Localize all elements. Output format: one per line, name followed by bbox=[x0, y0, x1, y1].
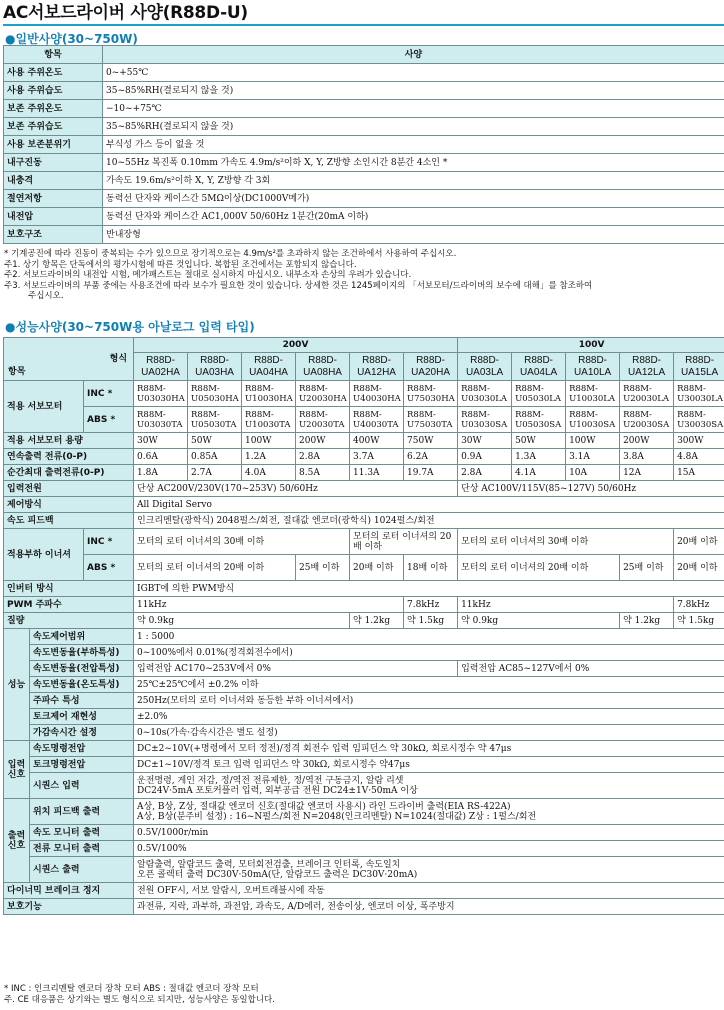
row-value: 가속도 19.6m/s²이하 X, Y, Z방향 각 3회 bbox=[103, 172, 724, 190]
row-label: 사용 주위습도 bbox=[4, 82, 103, 100]
row-label: 보존 주위습도 bbox=[4, 118, 103, 136]
capacity-value: 100W bbox=[242, 433, 296, 449]
row-value: 10~55Hz 복진폭 0.10mm 가속도 4.9m/s²이하 X, Y, Z방향 소인시간 8분간 4소인 * bbox=[103, 154, 724, 172]
row-value: 동력선 단자와 케이스간 5MΩ이상(DC1000V메가) bbox=[103, 190, 724, 208]
row-label: 사용 보존분위기 bbox=[4, 136, 103, 154]
abs-label: ABS * bbox=[84, 555, 134, 581]
pwm-label: PWM 주파수 bbox=[4, 597, 134, 613]
pos-fb-value bbox=[134, 799, 724, 825]
inertia-inc-value: 모터의 로터 이너셔의 30배 이하 bbox=[458, 529, 674, 555]
abs-model: R88M-U30030SA bbox=[674, 407, 724, 433]
abs-model: R88M-U05030SA bbox=[512, 407, 566, 433]
table-row bbox=[4, 64, 724, 82]
mass-value: 약 1.2kg bbox=[620, 613, 674, 629]
inc-model: R88M-U05030HA bbox=[188, 381, 242, 407]
inverter-label: 인버터 방식 bbox=[4, 581, 134, 597]
abs-model: R88M-U20030TA bbox=[296, 407, 350, 433]
accel-value: 0~10s(가속·감속시간은 별도 설정) bbox=[134, 725, 724, 741]
table-row bbox=[4, 208, 724, 226]
torque-rep-value: ±2.0% bbox=[134, 709, 724, 725]
inertia-abs-value: 25배 이하 bbox=[620, 555, 674, 581]
mass-value: 약 1.5kg bbox=[404, 613, 458, 629]
row-value: 0~+55℃ bbox=[103, 64, 724, 82]
speed-cmd-label: 속도명령전압 bbox=[30, 741, 134, 757]
peak-current-label: 순간최대 출력전류(0-P) bbox=[4, 465, 134, 481]
seq-in-line: 운전명령, 게인 저감, 정/역전 전류제한, 정/역전 구동금지, 알람 리셋 bbox=[137, 775, 404, 786]
driver-model: R88D-UA02HA bbox=[134, 353, 188, 381]
note-line: 주1. 상기 항목은 단독에서의 평가시험에 따른 것입니다. 복합된 조건에서는 포함되지 않습니다. bbox=[4, 259, 357, 270]
inertia-inc-value: 모터의 로터 이너셔의 30배 이하 bbox=[134, 529, 350, 555]
output-group-label: 출력 신호 bbox=[4, 799, 30, 883]
abs-model: R88M-U20030SA bbox=[620, 407, 674, 433]
inc-model: R88M-U05030LA bbox=[512, 381, 566, 407]
inverter-value: IGBT에 의한 PWM방식 bbox=[134, 581, 724, 597]
mass-label: 질량 bbox=[4, 613, 134, 629]
inc-label: INC * bbox=[84, 381, 134, 407]
cont-current-value: 1.2A bbox=[242, 449, 296, 465]
volt-var-200v: 입력전압 AC170~253V에서 0% bbox=[134, 661, 458, 677]
inertia-abs-value: 20배 이하 bbox=[350, 555, 404, 581]
capacity-value: 750W bbox=[404, 433, 458, 449]
load-var-label: 속도변동율(부하특성) bbox=[30, 645, 134, 661]
row-value: 반내장형 bbox=[103, 226, 724, 244]
inc-model: R88M-U30030LA bbox=[674, 381, 724, 407]
capacity-value: 400W bbox=[350, 433, 404, 449]
row-value: −10~+75℃ bbox=[103, 100, 724, 118]
table-row bbox=[4, 190, 724, 208]
performance-notes bbox=[4, 984, 275, 1005]
seq-out-label: 시퀀스 출력 bbox=[30, 857, 134, 883]
abs-model: R88M-U03030TA bbox=[134, 407, 188, 433]
seq-in-value bbox=[134, 773, 724, 799]
inc-model: R88M-U10030LA bbox=[566, 381, 620, 407]
freq-value: 250Hz(모터의 로터 이너셔와 동등한 부하 이너셔에서) bbox=[134, 693, 724, 709]
mass-value: 약 1.2kg bbox=[350, 613, 404, 629]
row-label: 내충격 bbox=[4, 172, 103, 190]
torque-rep-label: 토크제어 재현성 bbox=[30, 709, 134, 725]
row-label: 내전압 bbox=[4, 208, 103, 226]
general-spec-table bbox=[3, 45, 724, 244]
capacity-value: 30W bbox=[134, 433, 188, 449]
pwm-value: 7.8kHz bbox=[404, 597, 458, 613]
peak-current-value: 8.5A bbox=[296, 465, 350, 481]
cont-current-value: 0.9A bbox=[458, 449, 512, 465]
freq-label: 주파수 특성 bbox=[30, 693, 134, 709]
temp-var-value: 25℃±25℃에서 ±0.2% 이하 bbox=[134, 677, 724, 693]
protect-label: 보호기능 bbox=[4, 899, 134, 915]
capacity-value: 30W bbox=[458, 433, 512, 449]
peak-current-value: 2.8A bbox=[458, 465, 512, 481]
row-label: 보호구조 bbox=[4, 226, 103, 244]
peak-current-value: 19.7A bbox=[404, 465, 458, 481]
inc-model: R88M-U75030HA bbox=[404, 381, 458, 407]
capacity-value: 100W bbox=[566, 433, 620, 449]
perf-group-label: 성능 bbox=[4, 629, 30, 741]
dyn-brake-label: 다이너믹 브레이크 정지 bbox=[4, 883, 134, 899]
cont-current-value: 0.6A bbox=[134, 449, 188, 465]
inertia-abs-value: 모터의 로터 이너셔의 20배 이하 bbox=[458, 555, 620, 581]
control-value: All Digital Servo bbox=[134, 497, 724, 513]
cont-current-value: 1.3A bbox=[512, 449, 566, 465]
speed-mon-value: 0.5V/1000r/min bbox=[134, 825, 724, 841]
inertia-abs-value: 20배 이하 bbox=[674, 555, 724, 581]
pos-fb-label: 위치 피드백 출력 bbox=[30, 799, 134, 825]
volt-var-100v: 입력전압 AC85~127V에서 0% bbox=[458, 661, 724, 677]
inc-model: R88M-U10030HA bbox=[242, 381, 296, 407]
seq-in-label: 시퀀스 입력 bbox=[30, 773, 134, 799]
inc-model: R88M-U03030HA bbox=[134, 381, 188, 407]
mass-value: 약 1.5kg bbox=[674, 613, 724, 629]
capacity-label: 적용 서보모터 용량 bbox=[4, 433, 134, 449]
driver-model: R88D-UA04HA bbox=[242, 353, 296, 381]
cont-current-value: 3.1A bbox=[566, 449, 620, 465]
inertia-abs-value: 18배 이하 bbox=[404, 555, 458, 581]
power-label: 입력전원 bbox=[4, 481, 134, 497]
capacity-value: 200W bbox=[620, 433, 674, 449]
general-header-spec: 사양 bbox=[103, 46, 724, 64]
row-value: 35~85%RH(결로되지 않을 것) bbox=[103, 118, 724, 136]
peak-current-value: 2.7A bbox=[188, 465, 242, 481]
protect-value: 과전류, 지락, 과부하, 과전압, 과속도, A/D에러, 전송이상, 엔코더 이상, 폭주방지 bbox=[134, 899, 724, 915]
mass-value: 약 0.9kg bbox=[134, 613, 350, 629]
table-row bbox=[4, 136, 724, 154]
cont-current-value: 3.8A bbox=[620, 449, 674, 465]
abs-model: R88M-U10030TA bbox=[242, 407, 296, 433]
driver-model: R88D-UA03LA bbox=[458, 353, 512, 381]
pwm-value: 11kHz bbox=[458, 597, 674, 613]
inertia-label: 적용부하 이너셔 bbox=[4, 529, 84, 581]
pos-fb-line: A상, B상(분주비 설정) : 16~N펄스/회전 N=2048(인크리멘탈) N=1024(절대값) Z상 : 1펄스/회전 bbox=[137, 811, 537, 822]
group-100v: 100V bbox=[458, 338, 724, 353]
general-header-item: 항목 bbox=[4, 46, 103, 64]
current-mon-label: 전류 모니터 출력 bbox=[30, 841, 134, 857]
abs-model: R88M-U05030TA bbox=[188, 407, 242, 433]
page-title: AC서보드라이버 사양(R88D-U) bbox=[3, 3, 248, 23]
seq-out-line: 알람출력, 알람코드 출력, 모터회전검출, 브레이크 인터록, 속도일치 bbox=[137, 859, 401, 870]
power-100v: 단상 AC100V/115V(85~127V) 50/60Hz bbox=[458, 481, 724, 497]
current-mon-value: 0.5V/100% bbox=[134, 841, 724, 857]
peak-current-value: 4.0A bbox=[242, 465, 296, 481]
page-title-bar bbox=[3, 2, 724, 26]
peak-current-value: 1.8A bbox=[134, 465, 188, 481]
cont-current-value: 4.8A bbox=[674, 449, 724, 465]
abs-model: R88M-U03030SA bbox=[458, 407, 512, 433]
section-performance-label: ●성능사양(30~750W용 아날로그 입력 타입) bbox=[5, 320, 255, 334]
feedback-label: 속도 피드백 bbox=[4, 513, 134, 529]
type-label: 형식 bbox=[109, 354, 128, 364]
feedback-value: 인크리멘탈(광학식) 2048펄스/회전, 절대값 엔코더(광학식) 1024펄스/회전 bbox=[134, 513, 724, 529]
driver-model: R88D-UA04LA bbox=[512, 353, 566, 381]
section-performance-heading bbox=[5, 318, 255, 335]
item-label-anchor bbox=[30, 337, 31, 338]
driver-model: R88D-UA08HA bbox=[296, 353, 350, 381]
load-var-value: 0~100%에서 0.01%(정격회전수에서) bbox=[134, 645, 724, 661]
motor-label: 적용 서보모터 bbox=[4, 381, 84, 433]
peak-current-value: 4.1A bbox=[512, 465, 566, 481]
table-row bbox=[4, 154, 724, 172]
inertia-inc-value: 20배 이하 bbox=[674, 529, 724, 555]
power-200v: 단상 AC200V/230V(170~253V) 50/60Hz bbox=[134, 481, 458, 497]
cont-current-value: 3.7A bbox=[350, 449, 404, 465]
seq-out-value bbox=[134, 857, 724, 883]
peak-current-value: 15A bbox=[674, 465, 724, 481]
torque-cmd-value: DC±1~10V/정격 토크 입력 임피던스 약 30kΩ, 회로시정수 약47μs bbox=[134, 757, 724, 773]
note-line: * INC : 인크리멘탈 엔코더 장착 모터 ABS : 절대값 엔코더 장착 모터 bbox=[4, 984, 259, 994]
table-row bbox=[4, 82, 724, 100]
input-group-label: 입력 신호 bbox=[4, 741, 30, 799]
abs-model: R88M-U10030SA bbox=[566, 407, 620, 433]
cont-current-value: 2.8A bbox=[296, 449, 350, 465]
driver-model: R88D-UA10LA bbox=[566, 353, 620, 381]
table-row bbox=[4, 172, 724, 190]
inc-model: R88M-U40030HA bbox=[350, 381, 404, 407]
capacity-value: 300W bbox=[674, 433, 724, 449]
peak-current-value: 12A bbox=[620, 465, 674, 481]
cont-current-value: 6.2A bbox=[404, 449, 458, 465]
inertia-abs-value: 모터의 로터 이너셔의 20배 이하 bbox=[134, 555, 296, 581]
row-value: 35~85%RH(결로되지 않을 것) bbox=[103, 82, 724, 100]
pwm-value: 7.8kHz bbox=[674, 597, 724, 613]
row-label: 사용 주위온도 bbox=[4, 64, 103, 82]
speed-cmd-value: DC±2~10V(+명령에서 모터 정전)/정격 회전수 입력 임피던스 약 30kΩ, 회로시정수 약 47μs bbox=[134, 741, 724, 757]
pwm-value: 11kHz bbox=[134, 597, 404, 613]
abs-label: ABS * bbox=[84, 407, 134, 433]
inc-label: INC * bbox=[84, 529, 134, 555]
speed-range-value: 1 : 5000 bbox=[134, 629, 724, 645]
driver-model: R88D-UA15LA bbox=[674, 353, 724, 381]
accel-label: 가감속시간 설정 bbox=[30, 725, 134, 741]
driver-model: R88D-UA12HA bbox=[350, 353, 404, 381]
item-label: 항목 bbox=[8, 367, 26, 377]
row-label: 절연저항 bbox=[4, 190, 103, 208]
cont-current-label: 연속출력 전류(0-P) bbox=[4, 449, 134, 465]
temp-var-label: 속도변동율(온도특성) bbox=[30, 677, 134, 693]
note-line: 주. CE 대응품은 상기와는 별도 형식으로 되지만, 성능사양은 동일합니다. bbox=[4, 994, 275, 1005]
abs-model: R88M-U75030TA bbox=[404, 407, 458, 433]
control-label: 제어방식 bbox=[4, 497, 134, 513]
volt-var-label: 속도변동율(전압특성) bbox=[30, 661, 134, 677]
inertia-inc-value: 모터의 로터 이너셔의 20배 이하 bbox=[350, 529, 458, 555]
mass-value: 약 0.9kg bbox=[458, 613, 620, 629]
seq-out-line: 오픈 콜렉터 출력 DC30V·50mA(단, 알람코드 출력은 DC30V·20mA) bbox=[137, 869, 418, 880]
inc-model: R88M-U03030LA bbox=[458, 381, 512, 407]
row-label: 내구진동 bbox=[4, 154, 103, 172]
driver-model: R88D-UA12LA bbox=[620, 353, 674, 381]
peak-current-value: 10A bbox=[566, 465, 620, 481]
abs-model: R88M-U40030TA bbox=[350, 407, 404, 433]
speed-mon-label: 속도 모니터 출력 bbox=[30, 825, 134, 841]
table-row bbox=[4, 100, 724, 118]
cont-current-value: 0.85A bbox=[188, 449, 242, 465]
table-row bbox=[4, 118, 724, 136]
section-general-label: ●일반사양(30~750W) bbox=[5, 32, 138, 46]
note-line: 주2. 서보드라이버의 내전압 시험, 메가패스트는 절대로 실시하지 마십시오. 내부소자 손상의 우려가 있습니다. bbox=[4, 270, 412, 280]
row-value: 동력선 단자와 케이스간 AC1,000V 50/60Hz 1분간(20mA 이하) bbox=[103, 208, 724, 226]
inc-model: R88M-U20030HA bbox=[296, 381, 350, 407]
capacity-value: 200W bbox=[296, 433, 350, 449]
torque-cmd-label: 토크명령전압 bbox=[30, 757, 134, 773]
pos-fb-line: A상, B상, Z상, 절대값 엔코더 신호(절대값 엔코더 사용시) 라인 드라이버 출력(EIA RS-422A) bbox=[137, 801, 511, 812]
performance-spec-table bbox=[3, 337, 724, 915]
inertia-abs-value: 25배 이하 bbox=[296, 555, 350, 581]
note-line: 주3. 서보드라이버의 부품 중에는 사용조건에 따라 보수가 필요한 것이 있습니다. 상세한 것은 1245페이지의 「서보모터/드라이버의 보수에 대해」를 참조하여 bbox=[4, 280, 593, 291]
seq-in-line: DC24V·5mA 포토커플러 입력, 외부공급 전원 DC24±1V·50mA 이상 bbox=[137, 785, 418, 796]
capacity-value: 50W bbox=[188, 433, 242, 449]
general-notes bbox=[4, 249, 592, 302]
peak-current-value: 11.3A bbox=[350, 465, 404, 481]
note-line: 주십시오. bbox=[28, 291, 64, 301]
speed-range-label: 속도제어범위 bbox=[30, 629, 134, 645]
row-value: 부식성 가스 등이 없을 것 bbox=[103, 136, 724, 154]
capacity-value: 50W bbox=[512, 433, 566, 449]
inc-model: R88M-U20030LA bbox=[620, 381, 674, 407]
dyn-brake-value: 전원 OFF시, 서보 알람시, 오버트래블시에 작동 bbox=[134, 883, 724, 899]
driver-model: R88D-UA03HA bbox=[188, 353, 242, 381]
row-label: 보존 주위온도 bbox=[4, 100, 103, 118]
group-200v: 200V bbox=[134, 338, 458, 353]
driver-model: R88D-UA20HA bbox=[404, 353, 458, 381]
note-line: * 기계공진에 따라 진동이 중복되는 수가 있으므로 장기적으로는 4.9m/s²를 초과하지 않는 조건하에서 사용하여 주십시오. bbox=[4, 249, 457, 259]
table-row bbox=[4, 226, 724, 244]
